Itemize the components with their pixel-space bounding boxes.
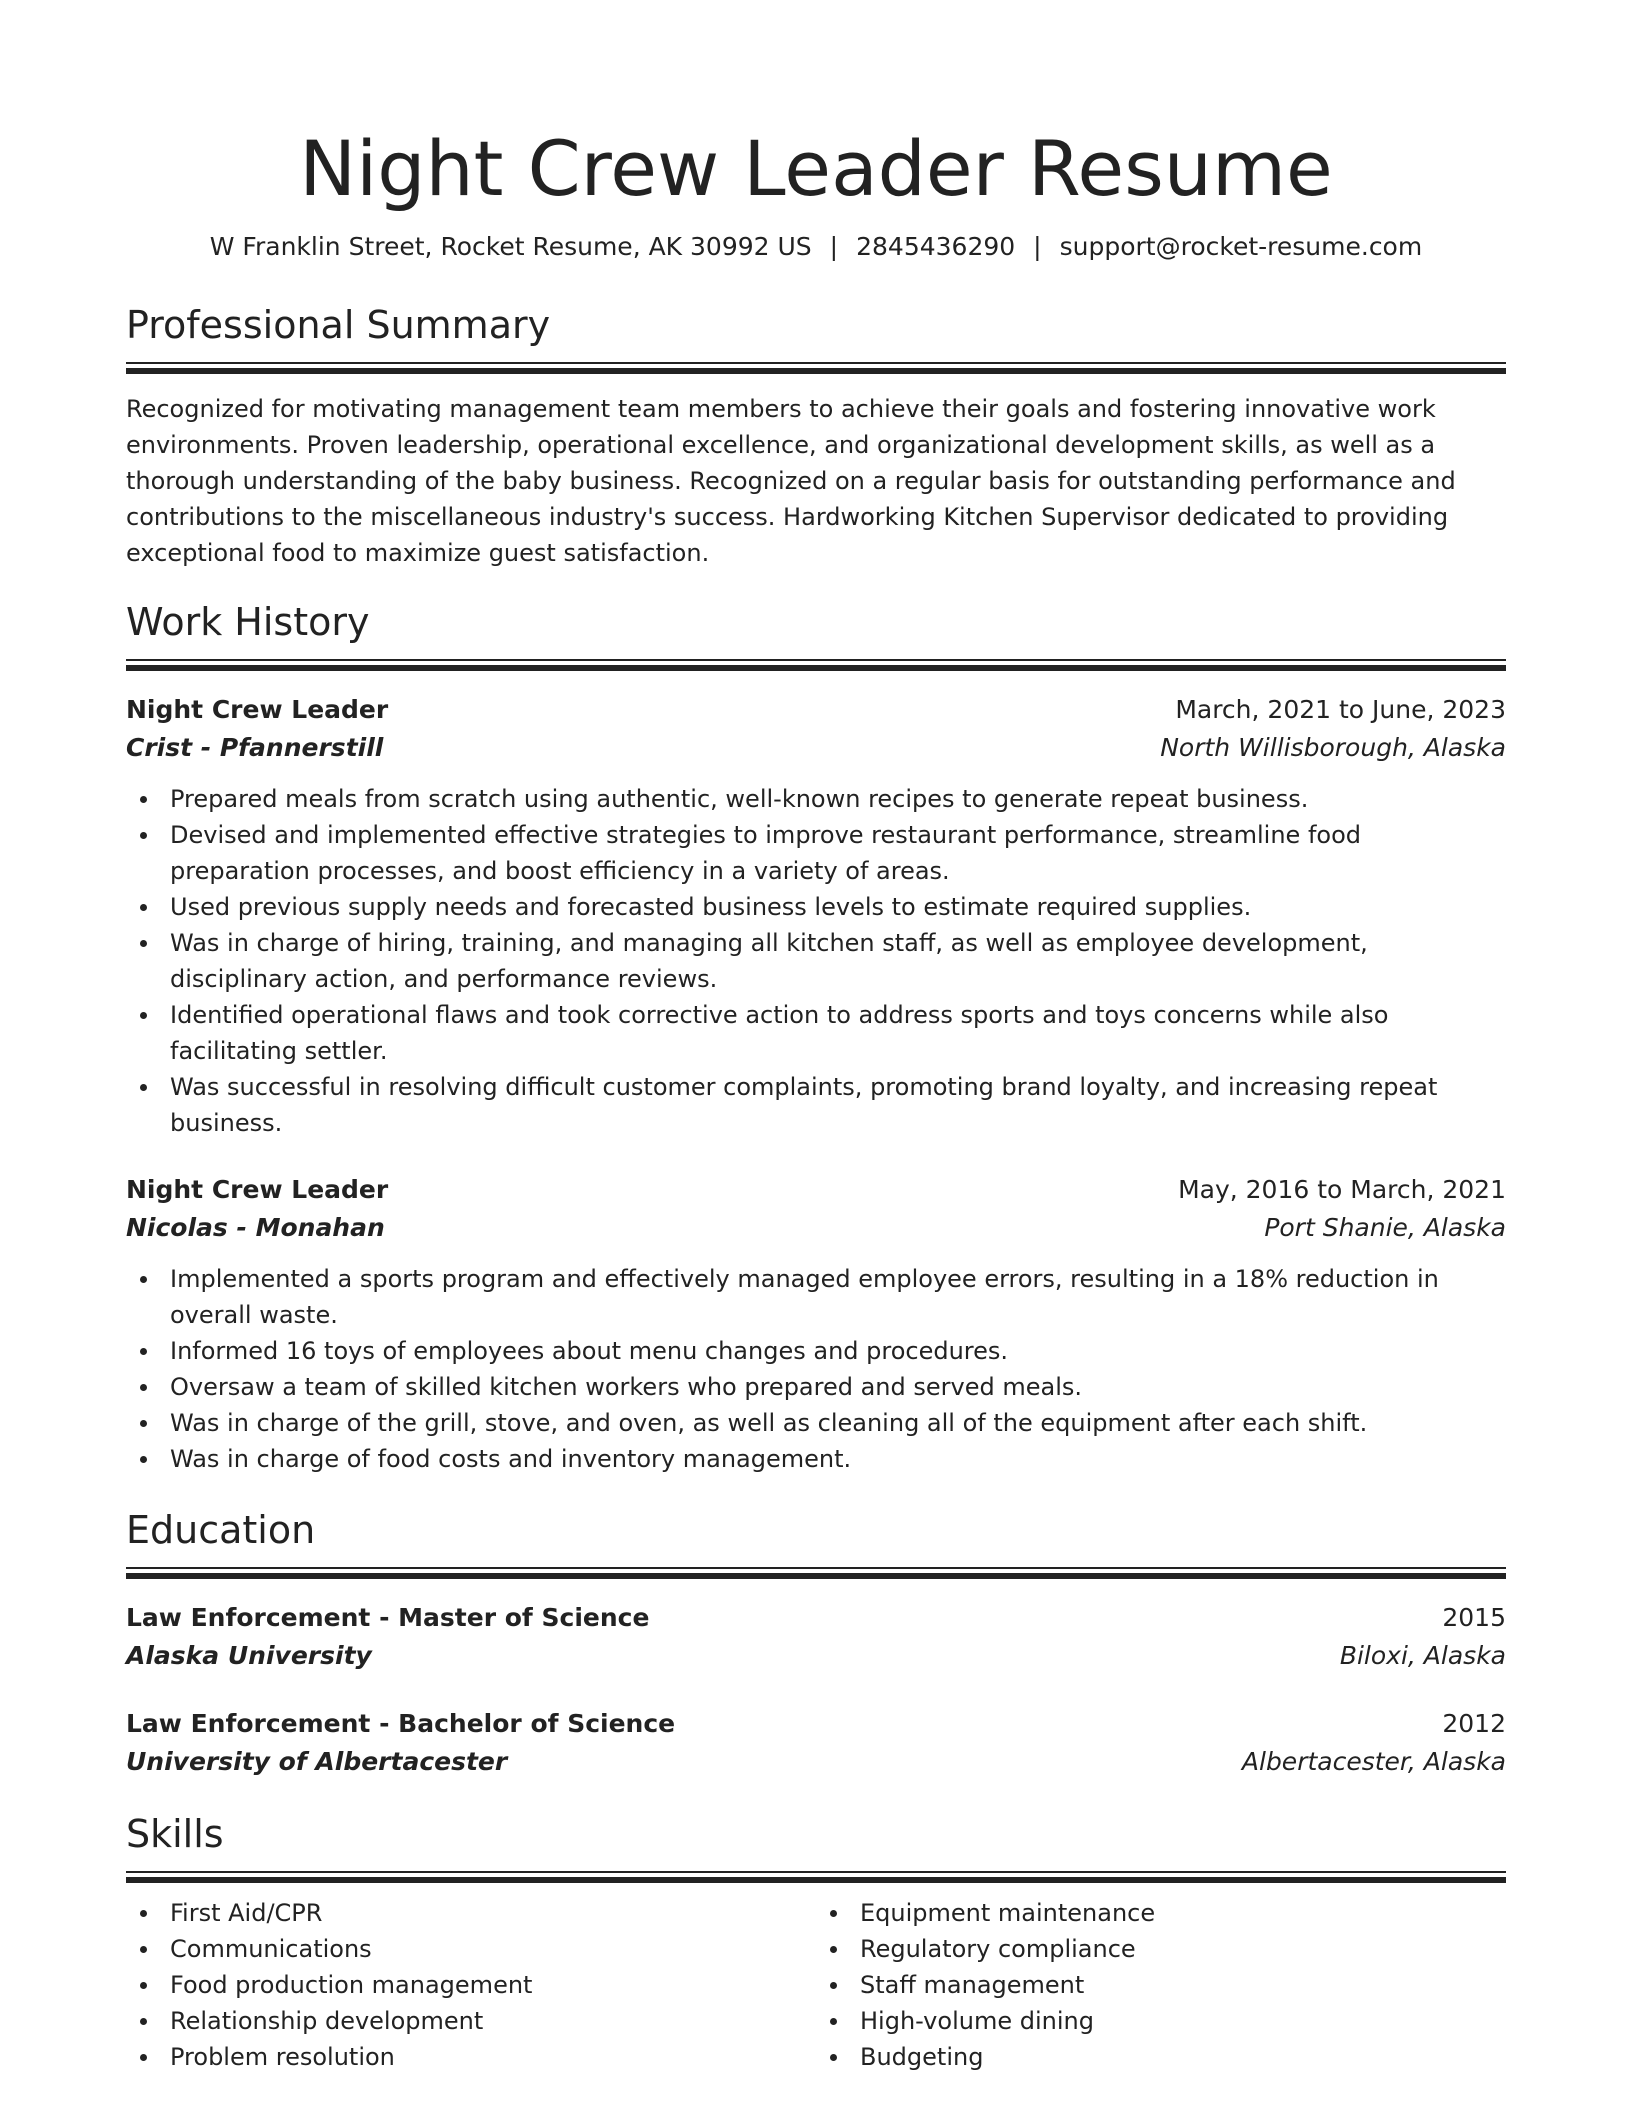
- job-dates: May, 2016 to March, 2021: [1178, 1175, 1506, 1204]
- section-title-work-history: Work History: [126, 600, 370, 644]
- job-bullet: Informed 16 toys of employees about menu changes and procedures.: [126, 1333, 1506, 1369]
- section-title-education: Education: [126, 1508, 316, 1552]
- section-divider: [126, 1567, 1506, 1579]
- contact-separator: |: [1033, 232, 1042, 261]
- resume-title: Night Crew Leader Resume: [299, 124, 1333, 213]
- job-bullet: Prepared meals from scratch using authentic, well-known recipes to generate repeat business.: [126, 781, 1506, 817]
- job-location: North Willisborough, Alaska: [1160, 733, 1506, 762]
- work-history-section: [126, 597, 1506, 1477]
- skill-item: Equipment maintenance: [816, 1895, 1506, 1931]
- contact-phone: 2845436290: [856, 232, 1016, 261]
- education-location: Biloxi, Alaska: [1339, 1641, 1506, 1670]
- section-title-summary: Professional Summary: [126, 303, 551, 347]
- job-company-row: [126, 729, 1506, 767]
- education-location: Albertacester, Alaska: [1241, 1747, 1506, 1776]
- education-year: 2012: [1442, 1709, 1506, 1738]
- job-bullet: Was in charge of the grill, stove, and oven, as well as cleaning all of the equipment after each shift.: [126, 1405, 1506, 1441]
- job-bullet: Identified operational flaws and took corrective action to address sports and toys concerns while also facilitating settler.: [126, 997, 1506, 1069]
- job-company: Nicolas - Monahan: [126, 1213, 385, 1242]
- job-bullet-list: [126, 1261, 1506, 1477]
- job-role: Night Crew Leader: [126, 1175, 389, 1204]
- job-bullet: Devised and implemented effective strategies to improve restaurant performance, streamline food preparation processes, and boost efficiency in a variety of areas.: [126, 817, 1506, 889]
- job-bullet: Was in charge of hiring, training, and managing all kitchen staff, as well as employee development, disciplinary action, and performance reviews.: [126, 925, 1506, 997]
- education-section: [126, 1505, 1506, 1781]
- skills-list-right: [816, 1895, 1506, 2075]
- job-bullet: Was successful in resolving difficult customer complaints, promoting brand loyalty, and increasing repeat business.: [126, 1069, 1506, 1141]
- job-company: Crist - Pfannerstill: [126, 733, 384, 762]
- education-entry: [126, 1599, 1506, 1675]
- education-school: University of Albertacester: [126, 1747, 508, 1776]
- education-year: 2015: [1442, 1603, 1506, 1632]
- skills-section: [126, 1809, 1506, 2075]
- skill-item: Regulatory compliance: [816, 1931, 1506, 1967]
- job-header-row: [126, 1171, 1506, 1209]
- job-header-row: [126, 691, 1506, 729]
- job-bullet: Oversaw a team of skilled kitchen workers who prepared and served meals.: [126, 1369, 1506, 1405]
- skill-item: Relationship development: [126, 2003, 816, 2039]
- contact-email: support@rocket-resume.com: [1059, 232, 1423, 261]
- education-header-row: [126, 1705, 1506, 1743]
- contact-separator: |: [829, 232, 839, 261]
- job-bullet: Was in charge of food costs and inventory management.: [126, 1441, 1506, 1477]
- summary-section: [126, 300, 1506, 571]
- job-dates: March, 2021 to June, 2023: [1175, 695, 1506, 724]
- education-degree: Law Enforcement - Bachelor of Science: [126, 1709, 676, 1738]
- education-school: Alaska University: [126, 1641, 372, 1670]
- skill-item: Communications: [126, 1931, 816, 1967]
- job-company-row: [126, 1209, 1506, 1247]
- job-entry: [126, 1171, 1506, 1477]
- section-title-skills: Skills: [126, 1812, 224, 1856]
- skill-item: Food production management: [126, 1967, 816, 2003]
- job-bullet-list: [126, 781, 1506, 1141]
- summary-text: Recognized for motivating management team members to achieve their goals and fostering innovative work environments. Proven leadership, operational excellence, and organizational development skills, as well as a thorough understanding of the baby business. Recognized on a regular basis for outstanding performance and contributions to the miscellaneous industry's success. Hardworking Kitchen Supervisor dedicated to providing exceptional food to maximize guest satisfaction.: [126, 395, 1456, 567]
- job-location: Port Shanie, Alaska: [1264, 1213, 1506, 1242]
- section-divider: [126, 1871, 1506, 1883]
- job-role: Night Crew Leader: [126, 695, 389, 724]
- section-divider: [126, 659, 1506, 671]
- skill-item: Budgeting: [816, 2039, 1506, 2075]
- job-bullet: Implemented a sports program and effectively managed employee errors, resulting in a 18% reduction in overall waste.: [126, 1261, 1506, 1333]
- skills-list-left: [126, 1895, 816, 2075]
- education-school-row: [126, 1743, 1506, 1781]
- section-divider: [126, 362, 1506, 374]
- skill-item: Problem resolution: [126, 2039, 816, 2075]
- job-entry: [126, 691, 1506, 1141]
- education-entry: [126, 1705, 1506, 1781]
- job-bullet: Used previous supply needs and forecasted business levels to estimate required supplies.: [126, 889, 1506, 925]
- skill-item: High-volume dining: [816, 2003, 1506, 2039]
- education-header-row: [126, 1599, 1506, 1637]
- skills-columns: [126, 1895, 1506, 2075]
- skill-item: Staff management: [816, 1967, 1506, 2003]
- contact-address: W Franklin Street, Rocket Resume, AK 30992 US: [209, 232, 812, 261]
- education-school-row: [126, 1637, 1506, 1675]
- contact-line: [126, 230, 1506, 264]
- skill-item: First Aid/CPR: [126, 1895, 816, 1931]
- education-degree: Law Enforcement - Master of Science: [126, 1603, 650, 1632]
